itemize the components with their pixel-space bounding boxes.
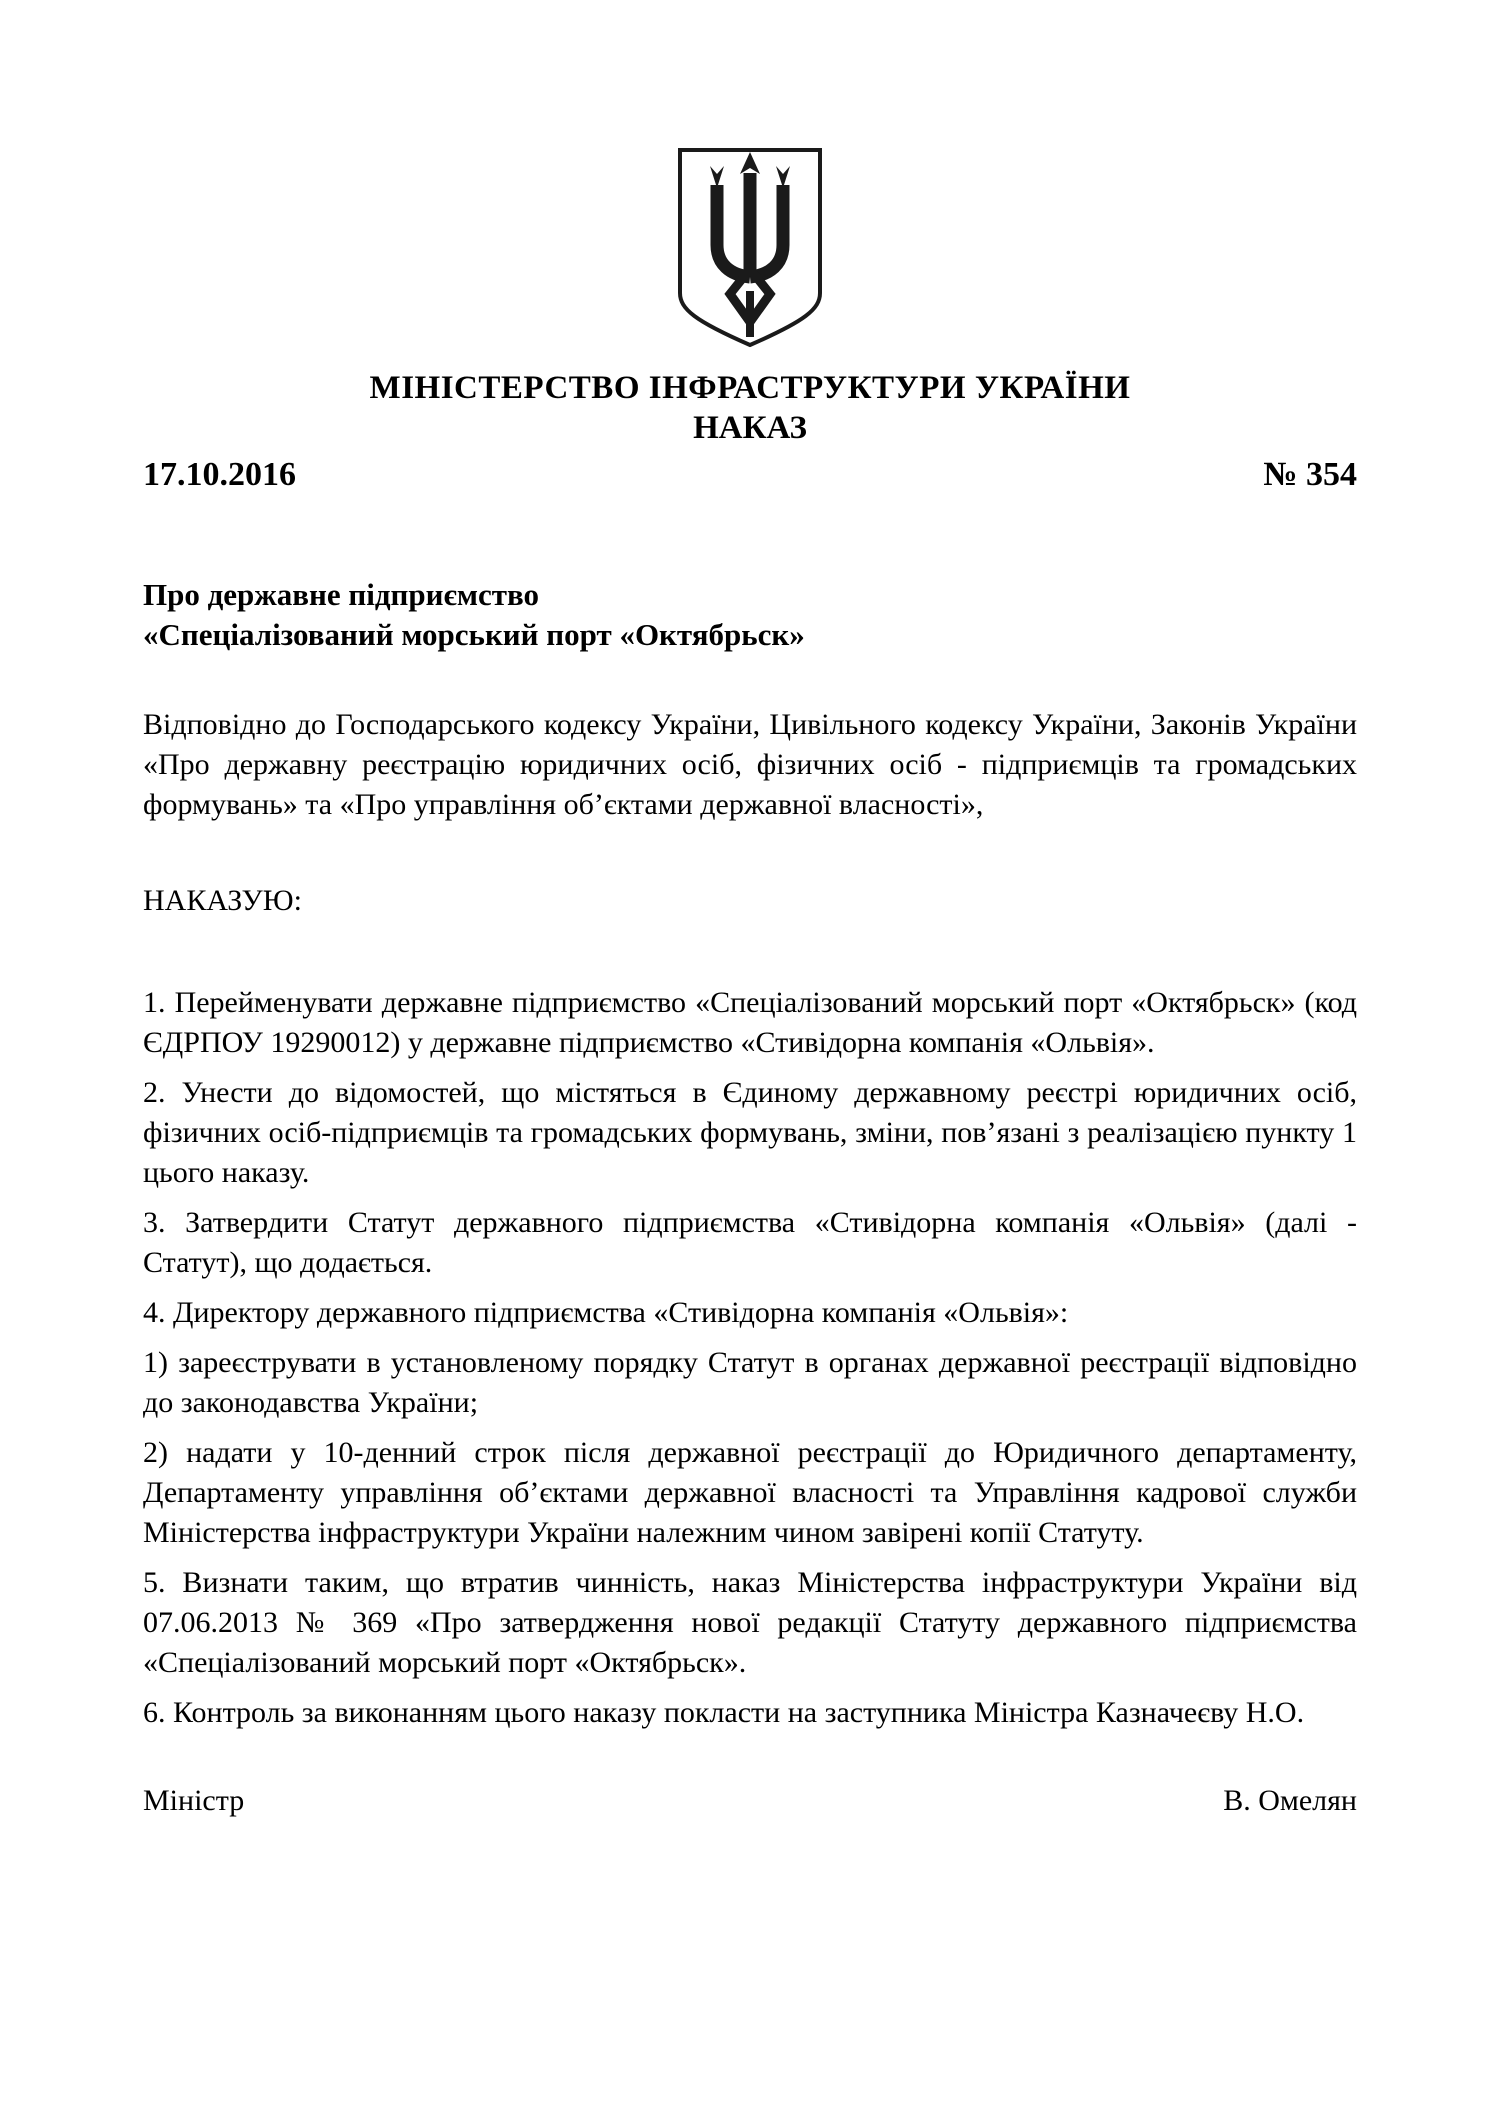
ministry-name: МІНІСТЕРСТВО ІНФРАСТРУКТУРИ УКРАЇНИ bbox=[369, 370, 1131, 406]
order-title-line1: Про державне підприємство bbox=[143, 577, 540, 612]
order-item-5: 5. Визнати таким, що втратив чинність, наказ Міністерства інфраструктури України від 07.06.2013 № 369 «Про затвердження нової редакції Статуту державного підприємства «Спеціалізований морський порт «Октябрьск». bbox=[143, 1566, 1357, 1679]
preamble-paragraph: Відповідно до Господарського кодексу України, Цивільного кодексу України, Законів України «Про державну реєстрацію юридичних осіб, фізичних осіб - підприємців та громадських формувань» та «Про управління об’єктами державної власності», bbox=[143, 708, 1357, 821]
signatory-position: Міністр bbox=[143, 1784, 245, 1817]
order-item-4: 4. Директору державного підприємства «Стивідорна компанія «Ольвія»: bbox=[143, 1296, 1069, 1329]
ukraine-trident-icon bbox=[673, 143, 827, 353]
document-type: НАКАЗ bbox=[693, 410, 807, 446]
order-date: 17.10.2016 bbox=[143, 456, 296, 493]
signature-row bbox=[143, 1781, 1357, 1821]
order-item-6: 6. Контроль за виконанням цього наказу покласти на заступника Міністра Казначеєву Н.О. bbox=[143, 1696, 1305, 1729]
order-word: НАКАЗУЮ: bbox=[143, 884, 302, 917]
order-item-4-sub-2: 2) надати у 10-денний строк після державної реєстрації до Юридичного департаменту, Департаменту управління об’єктами державної власності та Управління кадрової служби Міністерства інфраструктури України належним чином завірені копії Статуту. bbox=[143, 1436, 1357, 1549]
date-number-row bbox=[143, 455, 1357, 495]
order-item-3: 3. Затвердити Статут державного підприємства «Стивідорна компанія «Ольвія» (далі - Статут), що додається. bbox=[143, 1206, 1357, 1279]
order-title-line2: «Спеціалізований морський порт «Октябрьск» bbox=[143, 617, 805, 652]
order-number: № 354 bbox=[1263, 456, 1357, 493]
order-item-1: 1. Перейменувати державне підприємство «Спеціалізований морський порт «Октябрьск» (код ЄДРПОУ 19290012) у державне підприємство «Стивідорна компанія «Ольвія». bbox=[143, 986, 1357, 1059]
signatory-name: В. Омелян bbox=[1223, 1784, 1357, 1817]
order-item-4-sub-1: 1) зареєструвати в установленому порядку Статут в органах державної реєстрації відповідно до законодавства України; bbox=[143, 1346, 1357, 1419]
order-item-2: 2. Унести до відомостей, що містяться в Єдиному державному реєстрі юридичних осіб, фізичних осіб-підприємців та громадських формувань, зміни, пов’язані з реалізацією пункту 1 цього наказу. bbox=[143, 1076, 1357, 1189]
order-title bbox=[143, 575, 1357, 655]
